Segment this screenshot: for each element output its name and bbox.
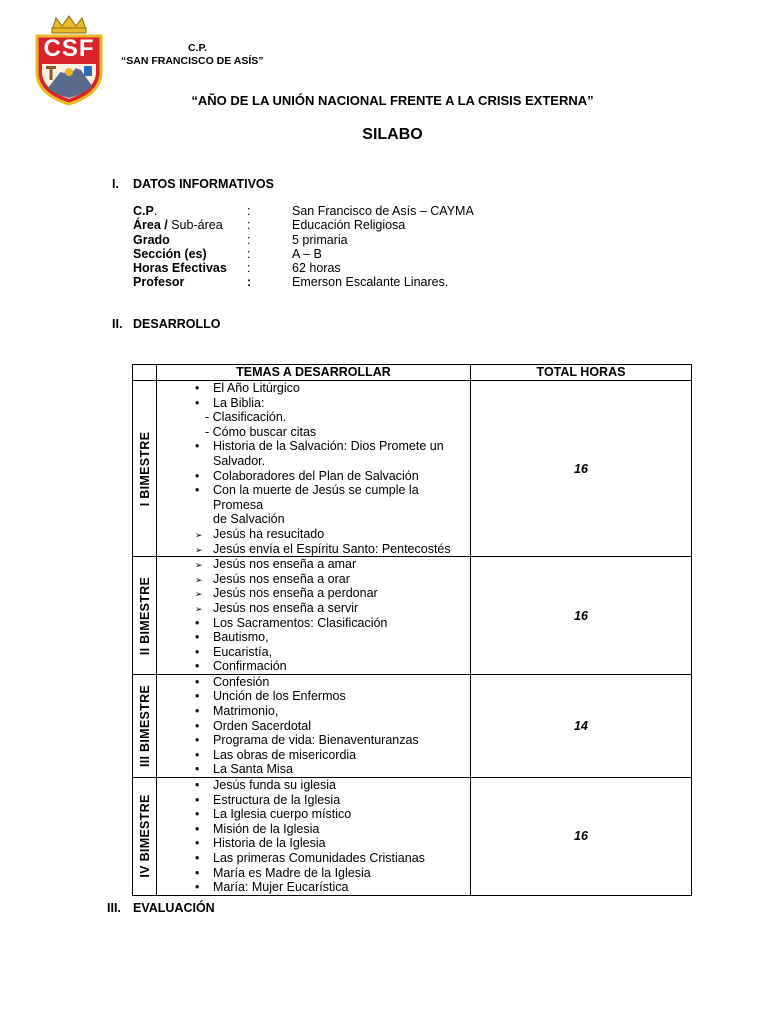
info-value: San Francisco de Asís – CAYMA xyxy=(292,204,474,218)
bullet-arrow-icon: ➢ xyxy=(195,603,203,614)
list-item xyxy=(157,572,470,587)
syllabus-table xyxy=(132,364,692,896)
list-item xyxy=(157,689,470,704)
bimester-label: IV BIMESTRE xyxy=(137,794,152,878)
school-name: “SAN FRANCISCO DE ASÍS” xyxy=(121,55,264,67)
list-item xyxy=(157,704,470,719)
header-topics: TEMAS A DESARROLLAR xyxy=(157,365,471,381)
topic-text: Historia de la Iglesia xyxy=(213,836,326,851)
section-title: DATOS INFORMATIVOS xyxy=(133,177,274,191)
bullet-dot-icon: • xyxy=(195,807,200,822)
topic-text: Jesús ha resucitado xyxy=(213,526,325,541)
list-item xyxy=(157,866,470,881)
topic-text: La Biblia: xyxy=(213,395,265,410)
topic-text: Eucaristía, xyxy=(213,644,273,659)
list-item xyxy=(157,483,470,512)
list-item xyxy=(157,675,470,690)
info-colon: : xyxy=(247,232,251,247)
table-header-row xyxy=(133,365,692,381)
table-row xyxy=(133,674,692,777)
bullet-arrow-icon: ➢ xyxy=(195,574,203,585)
topic-text: María: Mujer Eucarística xyxy=(213,880,349,895)
hours-cell: 16 xyxy=(471,778,692,896)
topic-text: La Santa Misa xyxy=(213,762,293,777)
topic-text: La Iglesia cuerpo místico xyxy=(213,807,352,822)
info-value: A – B xyxy=(292,246,322,261)
section-title: DESARROLLO xyxy=(133,317,221,331)
list-item xyxy=(157,542,470,557)
section-number: II. xyxy=(112,317,123,331)
list-item xyxy=(157,880,470,895)
bullet-dot-icon: • xyxy=(195,836,200,851)
list-item xyxy=(157,793,470,808)
info-label: C.P xyxy=(133,204,154,218)
info-colon: : xyxy=(247,204,251,218)
topic-text: Jesús nos enseña a amar xyxy=(213,557,357,572)
bullet-dot-icon: • xyxy=(195,689,200,704)
school-cp: C.P. xyxy=(188,42,208,54)
list-item xyxy=(157,454,470,469)
list-item xyxy=(157,836,470,851)
bullet-arrow-icon: ➢ xyxy=(195,529,203,540)
list-item xyxy=(157,851,470,866)
bullet-dot-icon: • xyxy=(195,778,200,793)
list-item xyxy=(157,778,470,793)
topic-text: El Año Litúrgico xyxy=(213,381,300,395)
list-item xyxy=(157,396,470,411)
hours-cell: 16 xyxy=(471,381,692,557)
info-colon: : xyxy=(247,275,252,290)
topic-text: Orden Sacerdotal xyxy=(213,718,311,733)
topics-cell xyxy=(157,381,471,557)
bullet-dot-icon: • xyxy=(195,821,200,836)
topic-text: Salvador. xyxy=(213,453,266,468)
document-title: SILABO xyxy=(362,126,423,143)
topic-text: Las obras de misericordia xyxy=(213,747,357,762)
bullet-dot-icon: • xyxy=(195,659,200,674)
topic-text: - Clasificación. xyxy=(205,410,287,425)
bullet-dot-icon: • xyxy=(195,615,200,630)
bullet-dot-icon: • xyxy=(195,468,200,483)
bullet-dot-icon: • xyxy=(195,718,200,733)
topics-cell xyxy=(157,557,471,675)
list-item xyxy=(157,586,470,601)
bullet-dot-icon: • xyxy=(195,483,200,498)
topic-text: Historia de la Salvación: Dios Promete un xyxy=(213,439,444,454)
topic-text: Jesús envía el Espíritu Santo: Pentecostés xyxy=(213,541,451,556)
bullet-arrow-icon: ➢ xyxy=(195,589,203,600)
info-value: Educación Religiosa xyxy=(292,218,406,233)
list-item xyxy=(157,410,470,425)
topic-text: Confirmación xyxy=(213,659,287,674)
table-row xyxy=(133,381,692,557)
bimester-cell xyxy=(133,381,157,557)
bullet-dot-icon: • xyxy=(195,674,200,689)
info-value: Emerson Escalante Linares. xyxy=(292,275,449,290)
hours-cell: 14 xyxy=(471,674,692,777)
info-label: Grado xyxy=(133,232,170,247)
list-item xyxy=(157,439,470,454)
list-item xyxy=(157,733,470,748)
info-value: 62 horas xyxy=(292,261,341,276)
bimester-cell xyxy=(133,557,157,675)
bullet-dot-icon: • xyxy=(195,395,200,410)
bullet-dot-icon: • xyxy=(195,762,200,777)
info-colon: : xyxy=(247,246,251,261)
section-number: III. xyxy=(107,901,121,915)
topic-text: Estructura de la Iglesia xyxy=(213,792,341,807)
bullet-dot-icon: • xyxy=(195,439,200,454)
bimester-label: I BIMESTRE xyxy=(137,431,152,506)
list-item xyxy=(157,557,470,572)
topic-text: de Salvación xyxy=(213,512,285,527)
bimester-cell xyxy=(133,778,157,896)
topic-text: Las primeras Comunidades Cristianas xyxy=(213,851,425,865)
topic-text: Jesús nos enseña a orar xyxy=(213,571,350,586)
list-item xyxy=(157,807,470,822)
topic-text: Con la muerte de Jesús se cumple la Promesa xyxy=(213,483,419,512)
bimester-label: III BIMESTRE xyxy=(137,684,152,767)
topic-text: Colaboradores del Plan de Salvación xyxy=(213,468,419,483)
info-label: Horas Efectivas xyxy=(133,261,227,276)
info-label: Área / xyxy=(133,218,168,233)
bullet-arrow-icon: ➢ xyxy=(195,544,203,555)
list-item xyxy=(157,512,470,527)
bullet-dot-icon: • xyxy=(195,630,200,645)
info-label: Sección (es) xyxy=(133,246,207,261)
topic-text: Programa de vida: Bienaventuranzas xyxy=(213,733,419,748)
table-row xyxy=(133,778,692,896)
bullet-dot-icon: • xyxy=(195,880,200,895)
list-item xyxy=(157,822,470,837)
bullet-arrow-icon: ➢ xyxy=(195,560,203,571)
info-colon: : xyxy=(247,218,251,233)
info-colon: : xyxy=(247,261,251,276)
topic-text: Confesión xyxy=(213,674,270,689)
list-item xyxy=(157,601,470,616)
bullet-dot-icon: • xyxy=(195,851,200,865)
topic-text: Jesús nos enseña a servir xyxy=(213,600,359,615)
list-item xyxy=(157,425,470,440)
topic-text: Jesús funda su iglesia xyxy=(213,778,336,793)
year-motto: “AÑO DE LA UNIÓN NACIONAL FRENTE A LA CRISIS EXTERNA” xyxy=(191,93,594,108)
bimester-label: II BIMESTRE xyxy=(137,576,152,655)
bimester-cell xyxy=(133,674,157,777)
topic-text: Bautismo, xyxy=(213,630,269,645)
topic-text: Unción de los Enfermos xyxy=(213,689,346,704)
bullet-dot-icon: • xyxy=(195,733,200,748)
hours-cell: 16 xyxy=(471,557,692,675)
topic-text: Jesús nos enseña a perdonar xyxy=(213,586,378,601)
topics-cell xyxy=(157,674,471,777)
list-item xyxy=(157,469,470,484)
logo-lettering: CSF xyxy=(43,35,95,62)
list-item xyxy=(157,630,470,645)
list-item xyxy=(157,527,470,542)
topics-cell xyxy=(157,778,471,896)
bullet-dot-icon: • xyxy=(195,792,200,807)
bullet-dot-icon: • xyxy=(195,865,200,880)
topic-text: María es Madre de la Iglesia xyxy=(213,865,371,880)
table-row xyxy=(133,557,692,675)
section-number: I. xyxy=(112,177,119,191)
topic-text: Matrimonio, xyxy=(213,704,279,719)
topic-text: - Cómo buscar citas xyxy=(205,424,317,439)
info-label: Profesor xyxy=(133,275,185,290)
list-item xyxy=(157,659,470,674)
list-item xyxy=(157,762,470,777)
bullet-dot-icon: • xyxy=(195,381,200,395)
info-value: 5 primaria xyxy=(292,232,348,247)
section-title: EVALUACIÓN xyxy=(133,901,215,915)
list-item xyxy=(157,719,470,734)
topic-text: Misión de la Iglesia xyxy=(213,821,320,836)
bullet-dot-icon: • xyxy=(195,747,200,762)
header-blank xyxy=(133,365,157,381)
list-item xyxy=(157,748,470,763)
bullet-dot-icon: • xyxy=(195,644,200,659)
list-item xyxy=(157,645,470,660)
bullet-dot-icon: • xyxy=(195,704,200,719)
header-hours: TOTAL HORAS xyxy=(471,365,692,381)
topic-text: Los Sacramentos: Clasificación xyxy=(213,615,388,630)
list-item xyxy=(157,381,470,396)
list-item xyxy=(157,616,470,631)
